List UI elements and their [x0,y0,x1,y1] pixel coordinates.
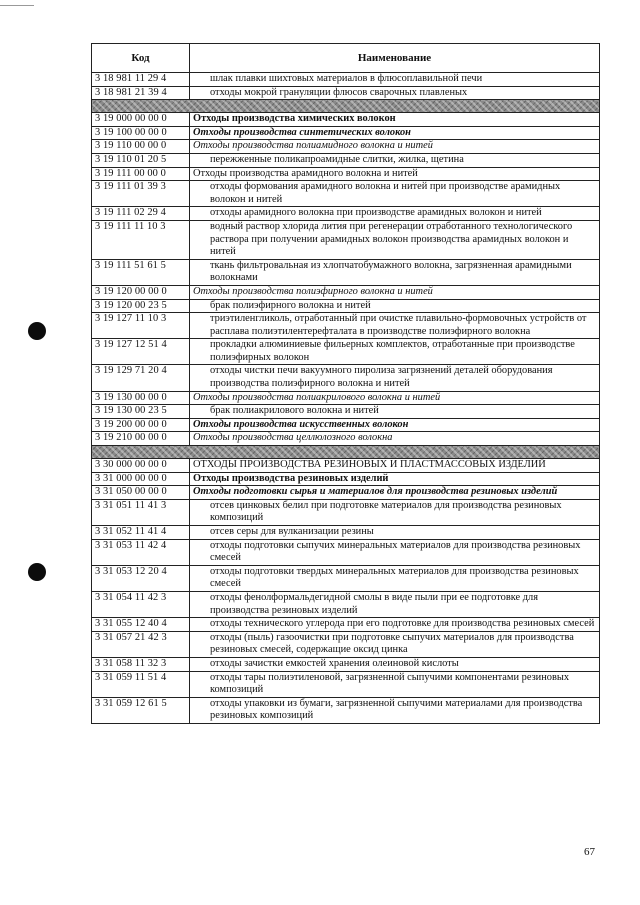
table-row [92,591,600,617]
waste-name: Отходы производства резиновых изделий [190,472,600,486]
waste-code: 3 31 057 21 42 3 [92,631,190,657]
table-row [92,181,600,207]
waste-code: 3 31 053 11 42 4 [92,539,190,565]
waste-name: пережженные поликапроамидные слитки, жилка, щетина [190,153,600,167]
table-row [92,671,600,697]
binder-hole-bottom [28,563,46,581]
waste-code: 3 19 110 00 00 0 [92,140,190,154]
table-row [92,207,600,221]
section-divider [92,100,600,113]
code-column-header: Код [92,44,190,73]
name-column-header: Наименование [190,44,600,73]
waste-name: брак полиакрилового волокна и нитей [190,405,600,419]
waste-name: отходы подготовки твердых минеральных материалов для производства резиновых смесей [190,565,600,591]
table-row [92,526,600,540]
waste-name: Отходы производства полиамидного волокна и нитей [190,140,600,154]
table-row [92,259,600,285]
waste-name: отходы тары полиэтиленовой, загрязненной сыпучими компонентами резиновых композиций [190,671,600,697]
waste-name: отходы арамидного волокна при производстве арамидных волокон и нитей [190,207,600,221]
waste-name: отсев цинковых белил при подготовке материалов для производства резиновых композиций [190,499,600,525]
table-row [92,618,600,632]
section-divider-row [92,446,600,459]
table-row [92,73,600,87]
page-number: 67 [584,846,595,858]
waste-name: ткань фильтровальная из хлопчатобумажного волокна, загрязненная арамидными волокнами [190,259,600,285]
waste-name: Отходы производства синтетических волокон [190,126,600,140]
waste-code: 3 31 050 00 00 0 [92,486,190,500]
waste-code: 3 19 200 00 00 0 [92,418,190,432]
waste-code: 3 31 000 00 00 0 [92,472,190,486]
waste-name: Отходы производства полиакрилового волокна и нитей [190,391,600,405]
table-row [92,657,600,671]
table-row [92,565,600,591]
waste-name: Отходы производства целлюлозного волокна [190,432,600,446]
waste-name: Отходы производства искусственных волокон [190,418,600,432]
table-row [92,113,600,127]
table-row [92,153,600,167]
waste-code: 3 18 981 21 39 4 [92,86,190,100]
waste-name: отходы фенолформальдегидной смолы в виде пыли при ее подготовке для производства резиновых изделий [190,591,600,617]
waste-name: отходы подготовки сыпучих минеральных материалов для производства резиновых смесей [190,539,600,565]
section-divider-row [92,100,600,113]
waste-code: 3 31 053 12 20 4 [92,565,190,591]
waste-name: шлак плавки шихтовых материалов в флюсоплавильной печи [190,73,600,87]
waste-code: 3 19 130 00 00 0 [92,391,190,405]
waste-name: отходы чистки печи вакуумного пиролиза загрязнений деталей оборудования производства полиэфирного волокна и нитей [190,365,600,391]
waste-name: Отходы производства полиэфирного волокна и нитей [190,285,600,299]
waste-name: брак полиэфирного волокна и нитей [190,299,600,313]
waste-classification-table [91,43,600,724]
table-row [92,299,600,313]
waste-name: отсев серы для вулканизации резины [190,526,600,540]
waste-name: Отходы производства химических волокон [190,113,600,127]
table-row [92,220,600,259]
waste-code: 3 31 055 12 40 4 [92,618,190,632]
table-row [92,405,600,419]
waste-name: отходы формования арамидного волокна и нитей при производстве арамидных волокон и нитей [190,181,600,207]
section-divider [92,446,600,459]
waste-name: Отходы производства арамидного волокна и нитей [190,167,600,181]
waste-code: 3 19 111 01 39 3 [92,181,190,207]
waste-code: 3 31 058 11 32 3 [92,657,190,671]
table-row [92,418,600,432]
table-row [92,140,600,154]
table-row [92,486,600,500]
table-row [92,313,600,339]
waste-code: 3 31 059 12 61 5 [92,697,190,723]
table-header-row [92,44,600,73]
waste-code: 3 30 000 00 00 0 [92,459,190,473]
waste-code: 3 19 120 00 00 0 [92,285,190,299]
waste-name: прокладки алюминиевые фильерных комплектов, отработанные при производстве полиэфирных волокон [190,339,600,365]
waste-code: 3 19 210 00 00 0 [92,432,190,446]
table-row [92,432,600,446]
waste-name: отходы зачистки емкостей хранения олеиновой кислоты [190,657,600,671]
waste-name: триэтиленгликоль, отработанный при очистке плавильно-формовочных устройств от расплава полиэтилентерефталата в производстве полиэфирного волокна [190,313,600,339]
waste-code: 3 19 110 01 20 5 [92,153,190,167]
waste-code: 3 19 100 00 00 0 [92,126,190,140]
waste-code: 3 19 127 11 10 3 [92,313,190,339]
waste-code: 3 19 111 51 61 5 [92,259,190,285]
waste-code: 3 19 120 00 23 5 [92,299,190,313]
table-row [92,285,600,299]
waste-code: 3 31 054 11 42 3 [92,591,190,617]
waste-code: 3 19 111 11 10 3 [92,220,190,259]
table-row [92,631,600,657]
waste-code: 3 19 111 00 00 0 [92,167,190,181]
waste-name: отходы (пыль) газоочистки при подготовке сыпучих материалов для производства резиновых смесей, содержащие оксид цинка [190,631,600,657]
scan-edge-mark [0,5,34,6]
table-row [92,86,600,100]
table-row [92,339,600,365]
table-row [92,472,600,486]
table-row [92,126,600,140]
waste-code: 3 19 129 71 20 4 [92,365,190,391]
waste-name: отходы технического углерода при его подготовке для производства резиновых смесей [190,618,600,632]
waste-name: ОТХОДЫ ПРОИЗВОДСТВА РЕЗИНОВЫХ И ПЛАСТМАССОВЫХ ИЗДЕЛИЙ [190,459,600,473]
waste-name: отходы мокрой грануляции флюсов сварочных плавленых [190,86,600,100]
table-row [92,365,600,391]
waste-name: водный раствор хлорида лития при регенерации отработанного технологического раствора при получении арамидных волокон производства арамидных волокон и нитей [190,220,600,259]
table-row [92,539,600,565]
waste-name: Отходы подготовки сырья и материалов для производства резиновых изделий [190,486,600,500]
waste-code: 3 31 059 11 51 4 [92,671,190,697]
table-row [92,697,600,723]
waste-name: отходы упаковки из бумаги, загрязненной сыпучими материалами для производства резиновых композиций [190,697,600,723]
waste-code: 3 19 000 00 00 0 [92,113,190,127]
waste-code: 3 31 052 11 41 4 [92,526,190,540]
table-row [92,459,600,473]
waste-code: 3 31 051 11 41 3 [92,499,190,525]
waste-code: 3 18 981 11 29 4 [92,73,190,87]
table-row [92,167,600,181]
table-row [92,499,600,525]
binder-hole-top [28,322,46,340]
waste-code: 3 19 111 02 29 4 [92,207,190,221]
table-row [92,391,600,405]
waste-code: 3 19 130 00 23 5 [92,405,190,419]
waste-code: 3 19 127 12 51 4 [92,339,190,365]
